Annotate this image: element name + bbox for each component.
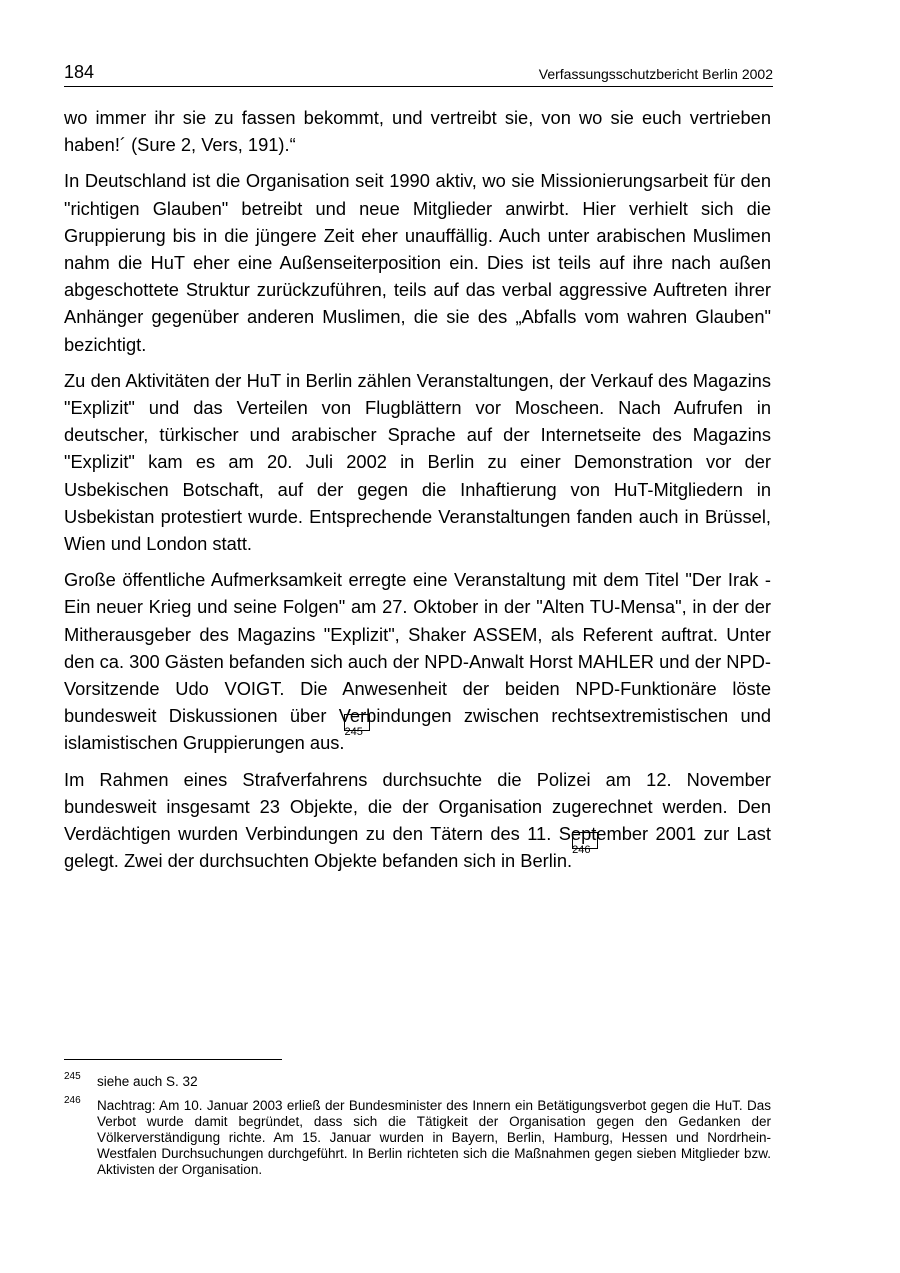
page-number: 184 xyxy=(64,62,95,82)
footnote-ref-number: 246 xyxy=(572,844,591,857)
footnote-number: 246 xyxy=(64,1095,81,1106)
footnote-text: siehe auch S. 32 xyxy=(97,1074,198,1089)
paragraph-searches-text: Im Rahmen eines Strafverfahrens durchsuchte die Polizei am 12. November bundesweit insgesamt 23 Objekte, die der Organisation zugerechnet werden. Den Verdächtigen wurden Verbindungen zu den Tätern des 11. September 2001 zur Last gelegt. Zwei der durchsuchten Objekte befanden sich in Berlin. xyxy=(64,768,771,872)
footnote-text: Nachtrag: Am 10. Januar 2003 erließ der Bundesminister des Innern ein Betätigungsverbot gegen die HuT. Das Verbot wurde damit begründet, dass sich die Tätigkeit der Organisation gegen den Gedanken der Völkerverständigung richte. Am 15. Januar wurden in Bayern, Berlin, Hamburg, Hessen und Nordrhein-Westfalen Durchsuchungen durchgeführt. In Berlin richteten sich die Maßnahmen gegen sieben Mitglieder bzw. Aktivisten der Organisation. xyxy=(97,1098,771,1177)
paragraph-organisation-in-germany: In Deutschland ist die Organisation seit 1990 aktiv, wo sie Missionierungsarbeit für den "richtigen Glauben" betreibt und neue Mitglieder anwirbt. Hier verhielt sich die Gruppierung bis in die jüngere Zeit eher unauffällig. Auch unter arabischen Muslimen nahm die HuT eher eine Außenseiterposition ein. Dies ist teils auf ihre nach außen abgeschottete Struktur zurückzuführen, teils auf das verbal aggressive Auftreten ihrer Anhänger gegenüber anderen Muslimen, die sie des „Abfalls vom wahren Glauben" bezichtigt. xyxy=(64,170,771,355)
footnote-ref-245[interactable] xyxy=(344,727,362,738)
running-title: Verfassungsschutzbericht Berlin 2002 xyxy=(538,66,773,82)
paragraph-event-text: Große öffentliche Aufmerksamkeit erregte eine Veranstaltung mit dem Titel "Der Irak - Ein neuer Krieg und seine Folgen" am 27. Oktober in der "Alten TU-Mensa", in der der Mitherausgeber des Magazins "Explizit", Shaker ASSEM, als Referent auftrat. Unter den ca. 300 Gästen befanden sich auch der NPD-Anwalt Horst MAHLER und der NPD-Vorsitzende Udo VOIGT. Die Anwesenheit der beiden NPD-Funktionäre löste bundesweit Diskussionen über Verbindungen zwischen rechtsextremistischen und islamistischen Gruppierungen aus. xyxy=(64,569,771,754)
paragraph-event-alte-tu-mensa xyxy=(64,566,771,756)
footnote-ref-box xyxy=(344,714,370,731)
footnote-ref-246[interactable] xyxy=(572,845,590,856)
footnotes xyxy=(64,1071,771,1186)
paragraph-activities-in-berlin: Zu den Aktivitäten der HuT in Berlin zählen Veranstaltungen, der Verkauf des Magazins "Explizit" und das Verteilen von Flugblättern vor Moscheen. Nach Aufrufen in deutscher, türkischer und arabischer Sprache auf der Internetseite des Magazins "Explizit" kam es am 20. Juli 2002 in Berlin zu einer Demonstration vor der Usbekischen Botschaft, auf der gegen die Inhaftierung von HuT-Mitgliedern in Usbekistan protestiert wurde. Entsprechende Veranstaltungen fanden auch in Brüssel, Wien und London statt. xyxy=(64,369,771,555)
footnote-ref-number: 245 xyxy=(344,726,363,739)
footnote-separator xyxy=(64,1059,282,1060)
paragraph-searches xyxy=(64,766,771,875)
footnote-246 xyxy=(64,1095,771,1178)
paragraph-quote-end: wo immer ihr sie zu fassen bekommt, und vertreibt sie, von wo sie euch vertrieben haben!´ (Sure 2, Vers, 191).“ xyxy=(64,107,771,156)
page-header xyxy=(64,62,773,87)
footnote-ref-box xyxy=(572,832,598,849)
footnote-number: 245 xyxy=(64,1071,81,1082)
body-text xyxy=(64,104,771,883)
footnote-245 xyxy=(64,1071,771,1090)
